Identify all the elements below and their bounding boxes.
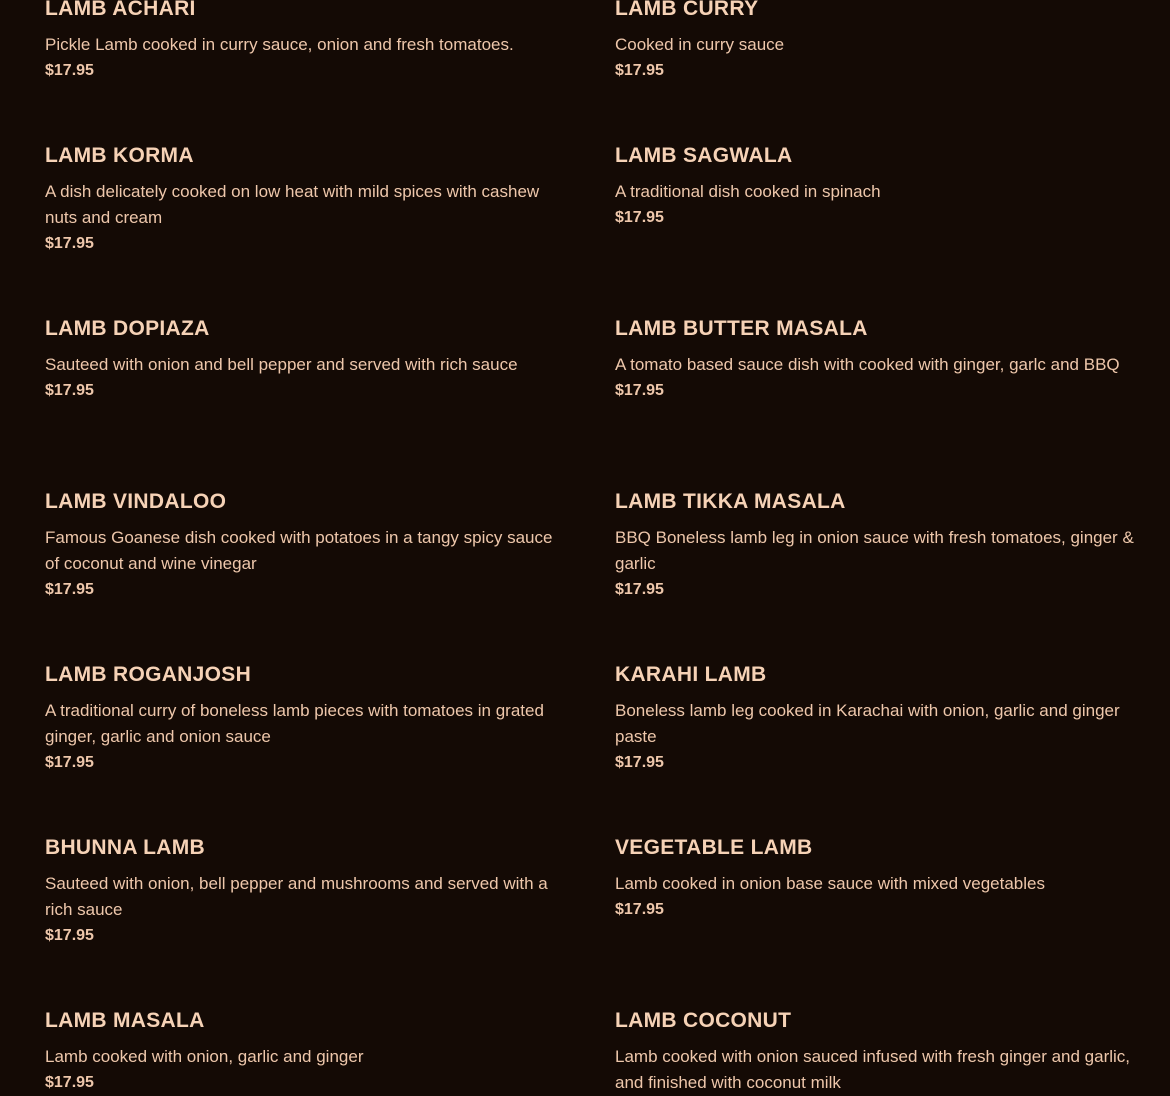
menu-item-description: Sauteed with onion, bell pepper and mushrooms and served with a rich sauce	[45, 874, 548, 919]
menu-item-karahi-lamb	[615, 662, 1135, 776]
menu-item-description: A traditional dish cooked in spinach	[615, 182, 881, 201]
menu-item-title: LAMB BUTTER MASALA	[615, 317, 868, 340]
menu-item-vegetable-lamb	[615, 835, 1135, 923]
menu-item-title: LAMB CURRY	[615, 0, 759, 20]
menu-item-lamb-achari	[45, 0, 565, 84]
menu-item-price: $17.95	[615, 62, 664, 79]
menu-item-title: KARAHI LAMB	[615, 663, 767, 686]
menu-item-title: LAMB TIKKA MASALA	[615, 490, 846, 513]
menu-item-lamb-roganjosh	[45, 662, 565, 776]
menu-item-lamb-korma	[45, 143, 565, 257]
menu-item-price: $17.95	[45, 754, 94, 771]
menu-item-description: Boneless lamb leg cooked in Karachai with onion, garlic and ginger paste	[615, 701, 1120, 746]
menu-item-price: $17.95	[45, 62, 94, 79]
menu-item-price: $17.95	[615, 754, 664, 771]
menu-item-price: $17.95	[45, 581, 94, 598]
menu-item-title: LAMB ACHARI	[45, 0, 196, 20]
menu-item-price: $17.95	[45, 1074, 94, 1091]
menu-item-title: BHUNNA LAMB	[45, 836, 206, 859]
menu-item-description: A tomato based sauce dish with cooked with ginger, garlc and BBQ	[615, 355, 1120, 374]
menu-item-description: BBQ Boneless lamb leg in onion sauce with fresh tomatoes, ginger & garlic	[615, 528, 1134, 573]
menu-item-title: LAMB DOPIAZA	[45, 317, 210, 340]
menu-item-price: $17.95	[615, 581, 664, 598]
menu-item-lamb-sagwala	[615, 143, 1135, 231]
menu-item-lamb-masala	[45, 1008, 565, 1096]
menu-item-description: Famous Goanese dish cooked with potatoes in a tangy spicy sauce of coconut and wine vinegar	[45, 528, 553, 573]
menu-item-description: Sauteed with onion and bell pepper and served with rich sauce	[45, 355, 518, 374]
menu-item-lamb-vindaloo	[45, 489, 565, 603]
menu-item-price: $17.95	[615, 209, 664, 226]
menu-item-lamb-coconut	[615, 1008, 1135, 1096]
menu-item-title: LAMB ROGANJOSH	[45, 663, 252, 686]
menu-item-title: LAMB KORMA	[45, 144, 194, 167]
menu-item-price: $17.95	[615, 382, 664, 399]
menu-item-description: A dish delicately cooked on low heat with mild spices with cashew nuts and cream	[45, 182, 540, 227]
menu-item-title: LAMB VINDALOO	[45, 490, 227, 513]
menu-item-lamb-curry	[615, 0, 1135, 84]
menu-item-title: LAMB MASALA	[45, 1009, 205, 1032]
menu-item-title: VEGETABLE LAMB	[615, 836, 813, 859]
menu-item-price: $17.95	[45, 382, 94, 399]
menu-item-lamb-tikka-masala	[615, 489, 1135, 603]
menu-item-description: Cooked in curry sauce	[615, 35, 785, 54]
menu-item-title: LAMB SAGWALA	[615, 144, 793, 167]
menu-item-bhunna-lamb	[45, 835, 565, 949]
menu-item-price: $17.95	[615, 901, 664, 918]
menu-item-title: LAMB COCONUT	[615, 1009, 792, 1032]
menu-item-description: A traditional curry of boneless lamb pieces with tomatoes in grated ginger, garlic and onion sauce	[45, 701, 544, 746]
menu-item-price: $17.95	[45, 235, 94, 252]
menu-item-lamb-butter-masala	[615, 316, 1135, 404]
menu-item-description: Lamb cooked with onion, garlic and ginger	[45, 1047, 364, 1066]
menu-item-description: Pickle Lamb cooked in curry sauce, onion and fresh tomatoes.	[45, 35, 514, 54]
menu-item-description: Lamb cooked with onion sauced infused with fresh ginger and garlic, and finished with coconut milk	[615, 1047, 1131, 1092]
menu-item-description: Lamb cooked in onion base sauce with mixed vegetables	[615, 874, 1045, 893]
menu-item-price: $17.95	[45, 927, 94, 944]
menu-item-lamb-dopiaza	[45, 316, 565, 404]
